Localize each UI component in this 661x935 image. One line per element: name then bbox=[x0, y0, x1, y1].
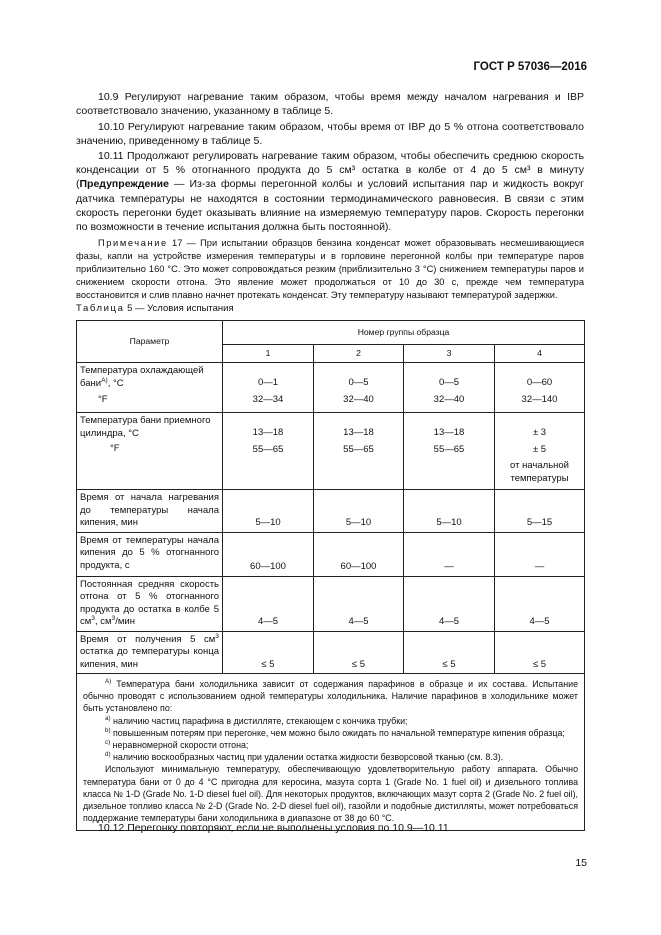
header-group-2: 2 bbox=[314, 345, 404, 363]
footnote-item-marker: а) bbox=[105, 714, 111, 722]
param-line bbox=[80, 378, 219, 391]
footnote-item-text: наличию воскообразных частиц при удалении остатка жидкости безворсовой тканью (см. 8.3). bbox=[110, 752, 504, 763]
superscript: 3 bbox=[111, 614, 116, 622]
row-heating-time-g4: 5—15 bbox=[495, 490, 585, 533]
row-receiver-bath-g2 bbox=[314, 413, 404, 490]
row-ibp-to-5pct-g1: 60—100 bbox=[223, 532, 314, 576]
paragraph-10-11 bbox=[76, 149, 584, 234]
table-row bbox=[77, 413, 585, 490]
footnote-item bbox=[83, 739, 578, 751]
table-caption-text: 5 — Условия испытания bbox=[124, 303, 234, 314]
footnote-item-text: неравномерной скорости отгона; bbox=[110, 740, 249, 751]
value-c: 13—18 bbox=[252, 427, 284, 438]
row-cooling-bath-g1 bbox=[223, 363, 314, 413]
paragraph-10-12: 10.12 Перегонку повторяют, если не выполнены условия по 10.9—10.11. bbox=[98, 822, 452, 834]
value-f: ± 5 bbox=[532, 443, 547, 455]
row-residue-to-fbp-g3: ≤ 5 bbox=[404, 631, 495, 674]
value-c: ± 3 bbox=[532, 427, 547, 438]
row-cooling-bath-g4 bbox=[495, 363, 585, 413]
row-ibp-to-5pct-param: Время от температуры начала кипения до 5 % отогнанного продукта, с bbox=[77, 532, 223, 576]
row-cooling-bath-g3 bbox=[404, 363, 495, 413]
table-footnote-row bbox=[77, 674, 585, 831]
superscript: 3 bbox=[215, 632, 219, 640]
row-receiver-bath-g1 bbox=[223, 413, 314, 490]
table-row bbox=[77, 532, 585, 576]
table-row bbox=[77, 363, 585, 413]
row-heating-time-g1: 5—10 bbox=[223, 490, 314, 533]
table-row bbox=[77, 631, 585, 674]
footnote-item-marker: b) bbox=[105, 726, 111, 734]
table-caption bbox=[76, 303, 234, 314]
value-f: 32—34 bbox=[252, 393, 284, 405]
value-f: 55—65 bbox=[433, 443, 465, 455]
paragraph-10-10: 10.10 Регулируют нагревание таким образом, чтобы время от IBP до 5 % отгона соответствовало значению, приведенному в таблице 5. bbox=[76, 121, 584, 148]
param-word: бани bbox=[80, 377, 102, 389]
footnote-lead-text: Температура бани холодильника зависит от содержания парафинов в образце и их состава. Испытание обычно проводят с использованием одной температуры холодильника. Наличие парафинов в холодильнике может быть установлено по: bbox=[83, 679, 579, 714]
footnote-item bbox=[83, 751, 578, 763]
row-cooling-bath-param bbox=[77, 363, 223, 413]
footnote-marker: А) bbox=[105, 678, 112, 686]
param-text: /мин bbox=[115, 616, 135, 627]
row-residue-to-fbp-g2: ≤ 5 bbox=[314, 631, 404, 674]
value-c: 0—1 bbox=[257, 377, 279, 388]
row-ibp-to-5pct-g3: — bbox=[404, 532, 495, 576]
param-line: цилиндра, °С bbox=[80, 427, 139, 439]
paragraph-10-9: 10.9 Регулируют нагревание таким образом, чтобы время между началом нагревания и IBP соответствовало значению, указанному в таблице 5. bbox=[76, 91, 584, 118]
row-condensation-rate-g4: 4—5 bbox=[495, 576, 585, 631]
footnote-ref: А) bbox=[101, 376, 108, 384]
value-f: 32—40 bbox=[433, 393, 465, 405]
value-note: от начальной температуры bbox=[510, 460, 569, 484]
page-number: 15 bbox=[575, 857, 587, 869]
table-caption-label: Таблица bbox=[76, 303, 125, 314]
header-group-3: 3 bbox=[404, 345, 495, 363]
value-c: 0—60 bbox=[526, 377, 553, 388]
row-cooling-bath-g2 bbox=[314, 363, 404, 413]
footnote-item-marker: d) bbox=[105, 751, 111, 759]
row-residue-to-fbp-g1: ≤ 5 bbox=[223, 631, 314, 674]
param-text: , см bbox=[94, 616, 112, 627]
header-parameter: Параметр bbox=[77, 321, 223, 363]
row-ibp-to-5pct-g2: 60—100 bbox=[314, 532, 404, 576]
value-c: 0—5 bbox=[438, 377, 460, 388]
row-residue-to-fbp-param bbox=[77, 631, 223, 674]
footnote-tail: Используют минимальную температуру, обеспечивающую удовлетворительную работу аппарата. Обычно температура бани от 0 до 4 °С пригодна для керосина, мазута сорта 1 (Grade No. 1 fuel oil) и дизельного топлива класса № 1-D (Grade No. 1-D diesel fuel oil). Для некоторых продуктов, включающих мазут сорта 2 (Grade No. 2 fuel oil), дизельное топливо класса № 2-D (Grade No. 2-D diesel fuel oil), газойли и подобные дистилляты, может потребоваться поддержание температуры бани холодильника в диапазоне от 38 до 60 °С. bbox=[83, 764, 579, 824]
row-heating-time-g2: 5—10 bbox=[314, 490, 404, 533]
value-f: 32—140 bbox=[521, 393, 558, 405]
paragraph-10-11-text-a: 10.11 Продолжают регулировать нагревание таким образом, чтобы обеспечить среднюю скорость конденсации от 5 % отогнанного продукта до 5 см³ остатка в колбе от 4 до 5 см³ в минуту ( bbox=[76, 150, 584, 191]
param-text: Постоянная средняя скорость отгона от 5 % отогнанного продукта до остатка в колбе 5 см bbox=[80, 578, 219, 627]
param-line: Температура бани приемного bbox=[80, 415, 211, 426]
row-condensation-rate-g1: 4—5 bbox=[223, 576, 314, 631]
header-sample-group: Номер группы образца bbox=[223, 321, 585, 345]
header-group-1: 1 bbox=[223, 345, 314, 363]
table-footnote bbox=[77, 674, 585, 831]
header-group-4: 4 bbox=[495, 345, 585, 363]
footnote-item-text: наличию частиц парафина в дистилляте, стекающем с кончика трубки; bbox=[110, 715, 408, 726]
value-c: 13—18 bbox=[433, 427, 465, 438]
param-unit-f: °F bbox=[110, 443, 120, 454]
footnote-item-marker: c) bbox=[105, 739, 111, 747]
row-receiver-bath-param bbox=[77, 413, 223, 490]
paragraph-10-11-text-b: — Из-за формы перегонной колбы и условий испытания пар и жидкость вокруг датчика температуры не находятся в состоянии термодинамического равновесия. В связи с этим скорость перегонки будет оказывать влияние на измеряемую температуру паров. Скорость перегонки по возможности в течение испытания должна быть постоянной). bbox=[76, 178, 584, 234]
row-receiver-bath-g3 bbox=[404, 413, 495, 490]
param-line: Температура охлаждающей bbox=[80, 365, 204, 376]
row-ibp-to-5pct-g4: — bbox=[495, 532, 585, 576]
value-f: 55—65 bbox=[252, 443, 284, 455]
footnote-item bbox=[83, 727, 578, 739]
table-row bbox=[77, 490, 585, 533]
footnote-item bbox=[83, 715, 578, 727]
value-c: 0—5 bbox=[348, 377, 369, 388]
table-row bbox=[77, 576, 585, 631]
row-condensation-rate-g2: 4—5 bbox=[314, 576, 404, 631]
footnote-lead bbox=[83, 678, 578, 715]
note-label: Примечание bbox=[98, 238, 168, 248]
param-text: Время от получения 5 см bbox=[80, 633, 216, 645]
row-heating-time-g3: 5—10 bbox=[404, 490, 495, 533]
param-unit-f: °F bbox=[98, 394, 108, 405]
document-id: ГОСТ Р 57036—2016 bbox=[473, 61, 587, 73]
conditions-table bbox=[76, 320, 585, 831]
row-condensation-rate-g3: 4—5 bbox=[404, 576, 495, 631]
param-text: остатка до температуры конца кипения, мин bbox=[80, 646, 219, 670]
warning-label: Предупреждение bbox=[79, 178, 169, 191]
superscript: 3 bbox=[91, 614, 95, 622]
value-f: 32—40 bbox=[343, 393, 374, 405]
note-text: 17 — При испытании образцов бензина конденсат может образовывать несмешивающиеся фазы, капли на устройстве измерения температуры и в горловине перегонной колбы при температуре паров приблизительно 160 °С. Это может сопровождаться резким (приблизительно 3 °С) снижением температуры паров и снижением скорости отгона. Это явление может продолжаться от 10 до 30 с, прежде чем температура восстановится и слив плавно начнет протекать конденсат. Эту температуру называют температурой задержки. bbox=[76, 238, 584, 300]
value-c: 13—18 bbox=[343, 427, 374, 438]
value-f: 55—65 bbox=[343, 443, 374, 455]
row-residue-to-fbp-g4: ≤ 5 bbox=[495, 631, 585, 674]
row-heating-time-param: Время от начала нагревания до температуры начала кипения, мин bbox=[77, 490, 223, 533]
row-receiver-bath-g4 bbox=[495, 413, 585, 490]
note-17 bbox=[76, 237, 584, 302]
row-condensation-rate-param bbox=[77, 576, 223, 631]
footnote-item-text: повышенным потерям при перегонке, чем можно было ожидать по начальной температуре кипения образца; bbox=[110, 727, 565, 738]
param-unit: , °С bbox=[107, 377, 124, 389]
